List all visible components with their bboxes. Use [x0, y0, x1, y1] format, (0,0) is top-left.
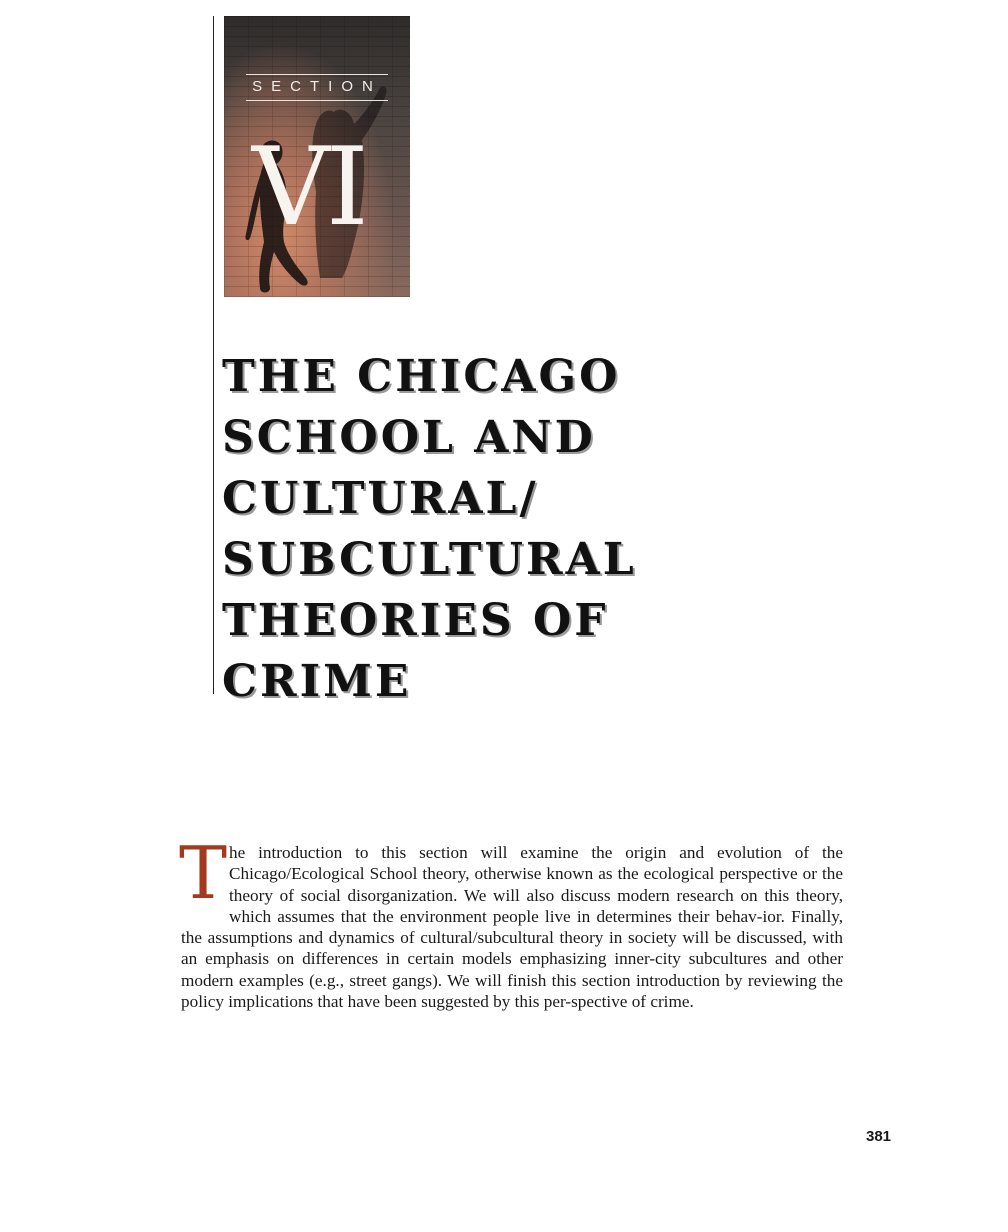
drop-cap: T: [179, 831, 228, 915]
margin-rule: [213, 16, 214, 694]
title-line: CRIME: [222, 656, 412, 707]
title-line: CULTURAL/: [222, 473, 539, 524]
section-numeral: VI: [252, 125, 365, 250]
cover-rule-top: [246, 74, 388, 75]
cover-rule-bottom: [246, 100, 388, 101]
title-line: SUBCULTURAL: [222, 534, 637, 585]
intro-body-text: he introduction to this section will examine the origin and evolution of the Chicago/Ecological School theory, otherwise known as the ecological perspective or the theory of social disorganization. We will also discuss modern research on this theory, which assumes that the environment people live in determines their behav-ior. Finally, the assumptions and dynamics of cultural/subcultural theory in society will be discussed, with an emphasis on differences in certain models emphasizing inner-city subcultures and other modern examples (e.g., street gangs). We will finish this section introduction by reviewing the policy implications that have been suggested by this per-spective of crime.: [181, 843, 843, 1012]
title-line: SCHOOL AND: [222, 412, 596, 463]
section-label: SECTION: [252, 78, 382, 95]
section-cover-image: [224, 16, 410, 297]
title-line: THE CHICAGO: [222, 351, 621, 402]
page-number: 381: [866, 1128, 892, 1145]
intro-paragraph: [179, 831, 843, 1012]
title-line: THEORIES OF: [222, 595, 609, 646]
chapter-title: [222, 346, 922, 712]
